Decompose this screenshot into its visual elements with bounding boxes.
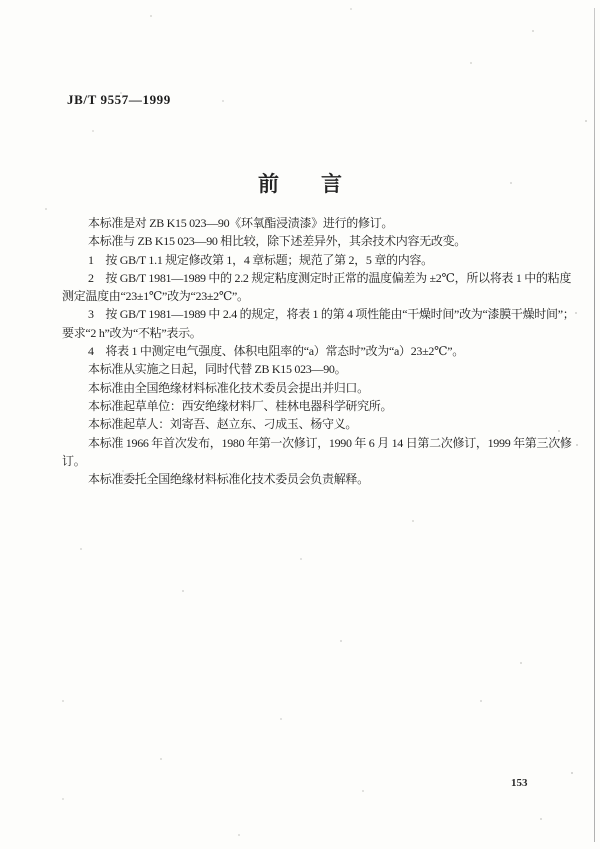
text-line: 本标准从实施之日起，同时代替 ZB K15 023—90。 xyxy=(88,362,347,377)
scan-edge-artifact xyxy=(594,8,595,842)
text-line: 订。 xyxy=(62,453,86,468)
scan-noise-specks xyxy=(0,0,2,2)
text-line: 3 按 GB/T 1981—1989 中 2.4 的规定，将表 1 的第 4 项性能由“干燥时间”改为“漆膜干燥时间”； xyxy=(88,307,575,322)
text-line: 本标准起草人：刘寄吾、赵立东、刁成玉、杨守义。 xyxy=(88,417,358,432)
foreword-body xyxy=(62,214,575,488)
text-line: 本标准起草单位：西安绝缘材料厂、桂林电器科学研究所。 xyxy=(88,398,393,413)
text-line: 2 按 GB/T 1981—1989 中的 2.2 规定粘度测定时正常的温度偏差为 ±2℃，所以将表 1 中的粘度 xyxy=(88,270,572,285)
text-line: 测定温度由“23±1℃”改为“23±2℃”。 xyxy=(62,289,249,304)
text-line: 本标准是对 ZB K15 023—90《环氧酯浸渍漆》进行的修订。 xyxy=(88,216,394,230)
text-line: 4 将表 1 中测定电气强度、体积电阻率的“a）常态时”改为“a）23±2℃”。 xyxy=(88,344,464,359)
text-line: 1 按 GB/T 1.1 规定修改第 1，4 章标题；规范了第 2，5 章的内容。 xyxy=(88,252,433,267)
text-line: 要求“2 h”改为“不粘”表示。 xyxy=(62,325,202,340)
text-line: 本标准由全国绝缘材料标准化技术委员会提出并归口。 xyxy=(88,380,369,395)
text-line: 本标准 1966 年首次发布，1980 年第一次修订，1990 年 6 月 14 日第二次修订，1999 年第三次修 xyxy=(88,435,572,450)
page-number: 153 xyxy=(511,777,528,789)
standard-code: JB/T 9557—1999 xyxy=(67,92,171,107)
text-line: 本标准委托全国绝缘材料标准化技术委员会负责解释。 xyxy=(88,472,369,487)
document-title: 前 言 xyxy=(258,172,342,196)
text-line: 本标准与 ZB K15 023—90 相比较，除下述差异外，其余技术内容无改变。 xyxy=(88,234,467,249)
